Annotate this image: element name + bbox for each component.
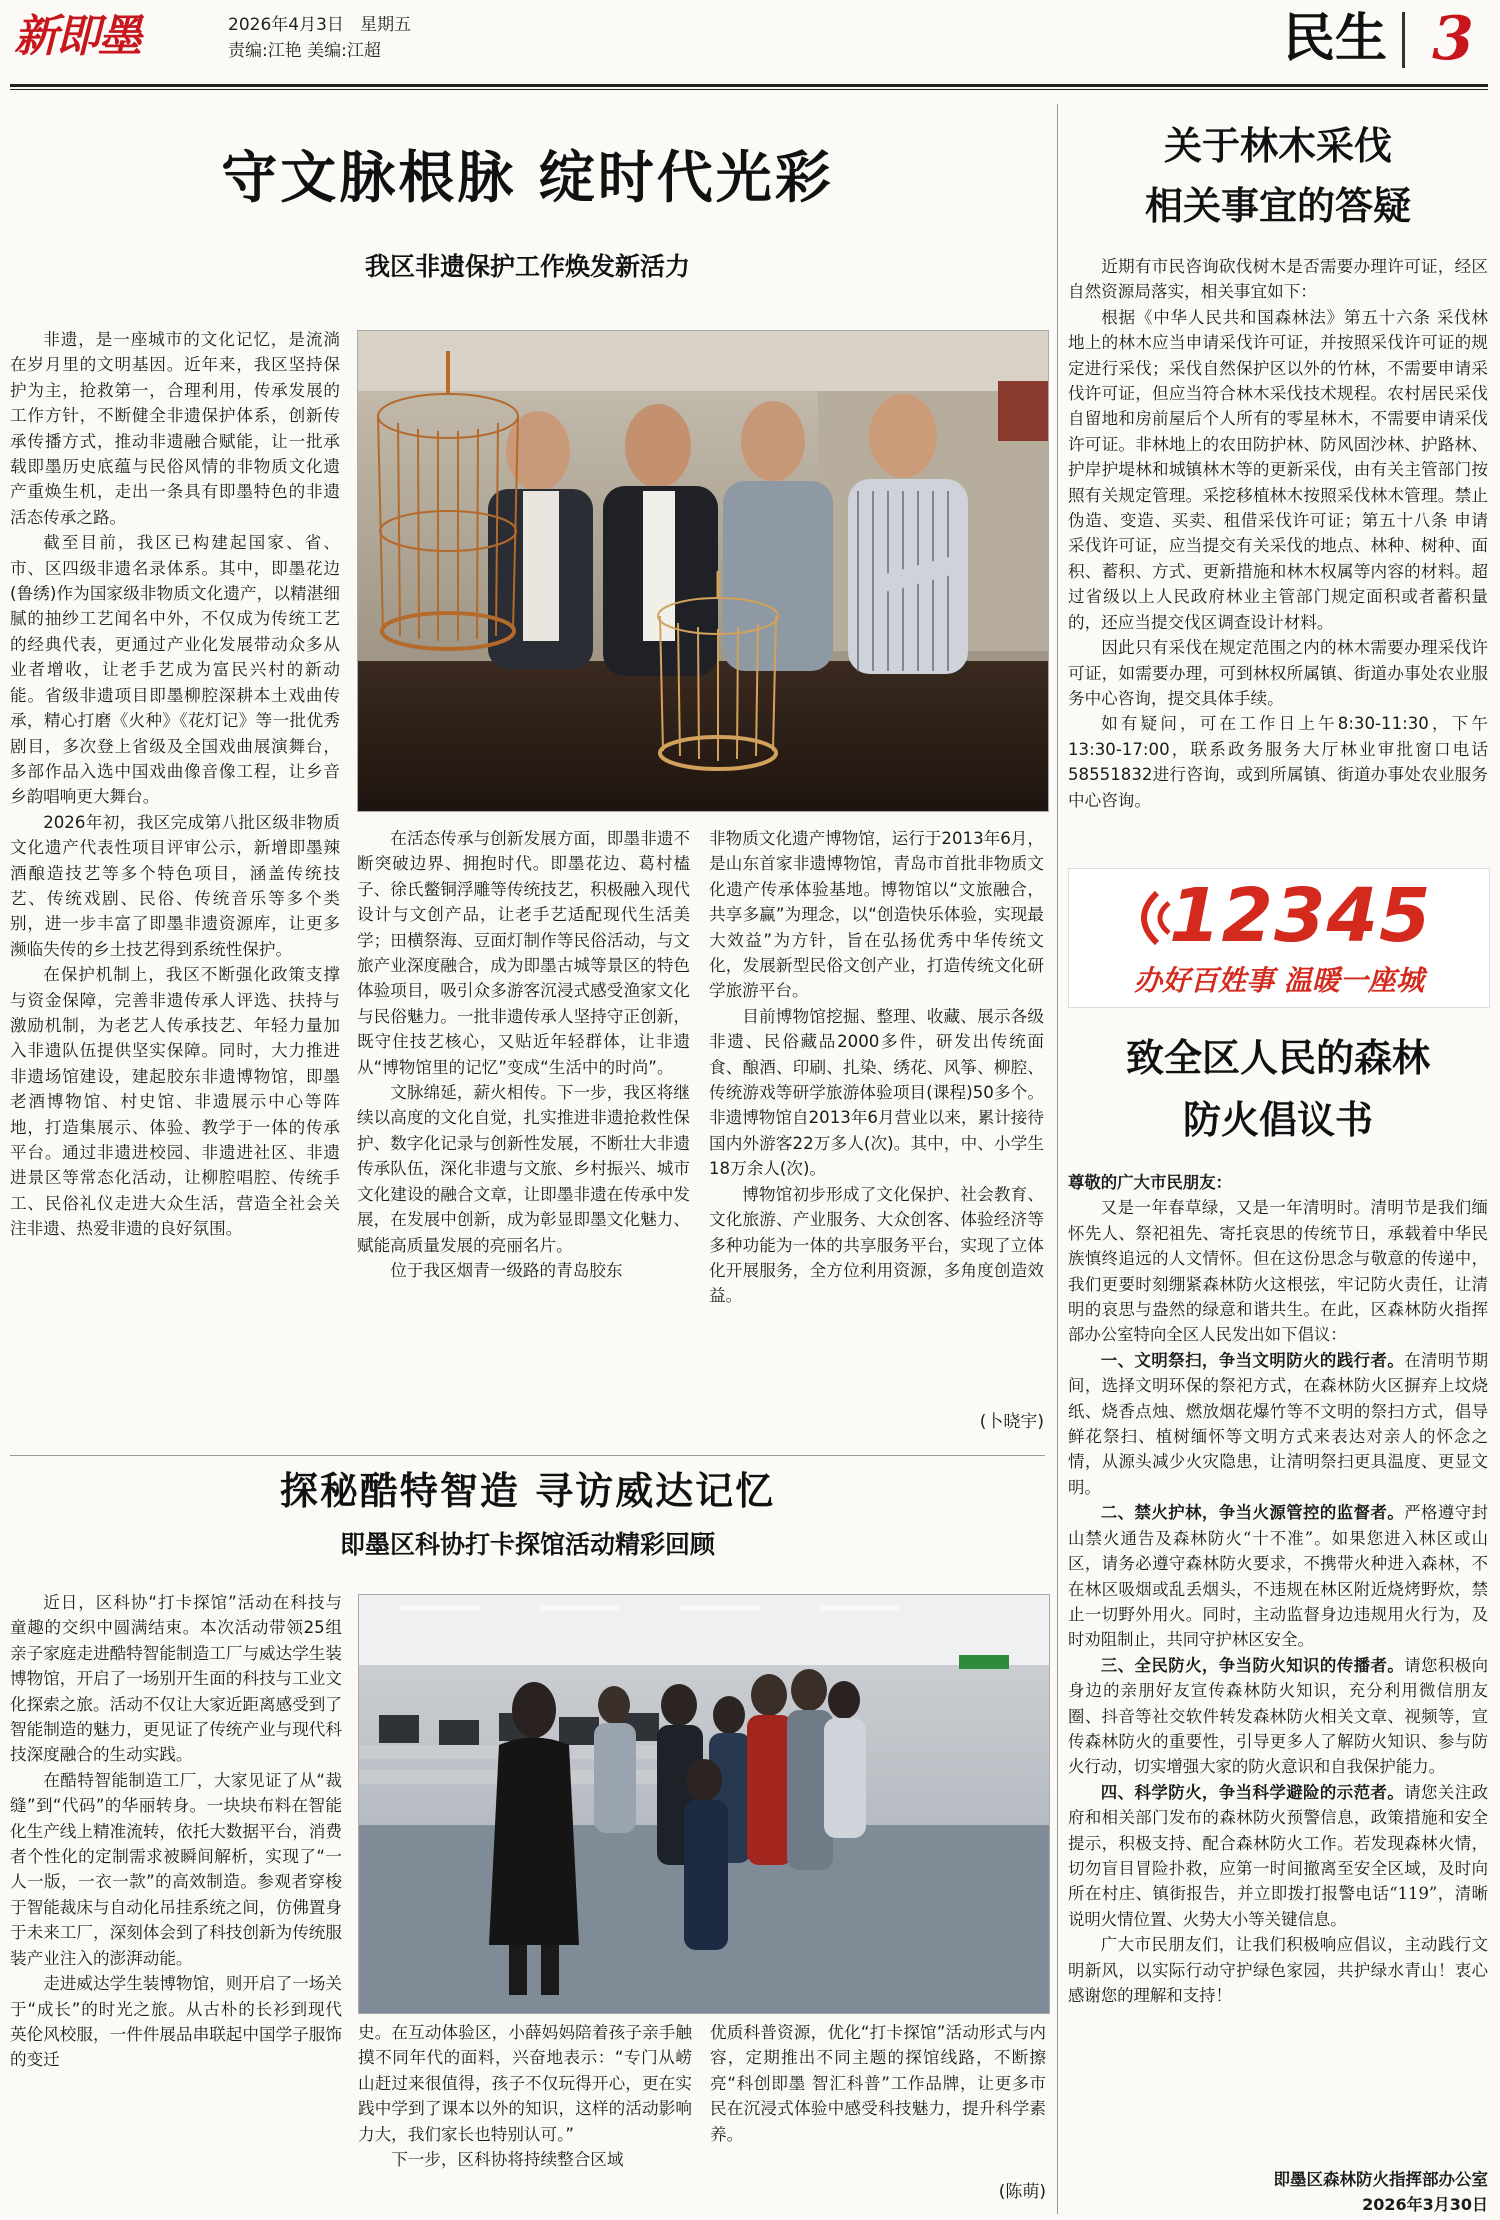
paragraph: 如有疑问，可在工作日上午8:30-11:30，下午13:30-17:00，联系政务服务大厅林业审批窗口电话58551832进行咨询，或到所属镇、街道办事处农业服务中心咨询。 xyxy=(1068,714,1488,810)
paragraph: 非物质文化遗产博物馆，运行于2013年6月，是山东首家非遗博物馆，青岛市首批非物质文化遗产传承体验基地。博物馆以“文旅融合，共享多赢”为理念，以“创造快乐体验，实现最大效益”为方针，旨在弘扬优秀中华传统文化，发展新型民俗文创产业，打造传统文化研学旅游平台。 xyxy=(709,829,1044,1001)
article-divider xyxy=(10,1455,1045,1456)
photo-illustration xyxy=(358,331,1048,811)
article1-column-3 xyxy=(709,826,1044,1404)
initiative-text: 请您关注政府和相关部门发布的森林防火预警信息，政策措施和安全提示，积极支持、配合森林防火工作。若发现森林火情，切勿盲目冒险扑救，应第一时间撤离至安全区域，及时向所在村庄、镇街报告，并立即拨打报警电话“119”，清晰说明火情位置、火势大小等关键信息。 xyxy=(1068,1782,1488,1929)
paragraph: 在保护机制上，我区不断强化政策支撑与资金保障，完善非遗传承人评选、扶持与激励机制，为老艺人传承技艺、年轻力量加入非遗队伍提供坚实保障。同时，大力推进非遗场馆建设，建起胶东非遗博物馆，即墨老酒博物馆、村史馆、非遗展示中心等阵地，打造集展示、体验、教学于一体的传承平台。通过非遗进校园、非遗进社区、非遗进景区等常态化活动，让柳腔唱腔、传统手工、民俗礼仪走进大众生活，营造全社会关注非遗、热爱非遗的良好氛围。 xyxy=(10,965,340,1239)
signal-icon xyxy=(1117,883,1177,953)
paragraph: 近期有市民咨询砍伐树木是否需要办理许可证，经区自然资源局落实，相关事宜如下： xyxy=(1068,257,1488,302)
hotline-banner xyxy=(1068,868,1490,1008)
article4-body xyxy=(1068,1170,1488,2170)
paragraph: 走进威达学生装博物馆，则开启了一场关于“成长”的时光之旅。从古朴的长衫到现代英伦风校服，一件件展品串联起中国学子服饰的变迁 xyxy=(10,1974,342,2070)
article4-title-line1: 致全区人民的森林 xyxy=(1125,1035,1430,1080)
paragraph: 在活态传承与创新发展方面，即墨非遗不断突破边界、拥抱时代。即墨花边、葛村榼子、徐氏鳖铜浮雕等传统技艺，积极融入现代设计与文创产品，让老手艺适配现代生活美学；田横祭海、豆面灯制作等民俗活动，与文旅产业深度融合，成为即墨古城等景区的特色体验项目，吸引众多游客沉浸式感受渔家文化与民俗魅力。一批非遗传承人坚持守正创新，既守住技艺核心，又贴近年轻群体，让非遗从“博物馆里的记忆”变成“生活中的时尚”。 xyxy=(357,829,690,1077)
paragraph: 目前博物馆挖掘、整理、收藏、展示各级非遗、民俗藏品2000多件，研发出传统面食、酿酒、印刷、扎染、绣花、风筝、柳腔、传统游戏等研学旅游体验项目(课程)50多个。非遗博物馆自2013年6月营业以来，累计接待国内外游客22万多人(次)。其中，中、小学生18万余人(次)。 xyxy=(709,1006,1044,1179)
paragraph: 位于我区烟青一级路的青岛胶东 xyxy=(390,1260,623,1280)
top-rule xyxy=(10,84,1488,87)
issue-date: 2026年4月3日 xyxy=(228,15,344,35)
paragraph: 文脉绵延，薪火相传。下一步，我区将继续以高度的文化自觉，扎实推进非遗抢救性保护、数字化记录与创新性发展，不断壮大非遗传承队伍，深化非遗与文旅、乡村振兴、城市文化建设的融合文章，让即墨非遗在传承中发展，在发展中创新，成为彰显即墨文化魅力、赋能高质量发展的亮丽名片。 xyxy=(357,1083,690,1255)
article2-title: 探秘酷特智造 寻访威达记忆 xyxy=(279,1468,776,1513)
article1-byline: (卜晓宇) xyxy=(979,1412,1044,1432)
article2-subtitle: 即墨区科协打卡探馆活动精彩回顾 xyxy=(339,1530,715,1559)
hotline-number: 12345 xyxy=(1169,873,1432,959)
paragraph: 非遗，是一座城市的文化记忆，是流淌在岁月里的文明基因。近年来，我区坚持保护为主，抢救第一，合理利用，传承发展的工作方针，不断健全非遗保护体系，创新传承传播方式，推动非遗融合赋能，让一批承载即墨历史底蕴与民俗风情的非物质文化遗产重焕生机，走出一条具有即墨特色的非遗活态传承之路。 xyxy=(10,330,340,527)
initiative-heading: 四、科学防火，争当科学避险的示范者。 xyxy=(1100,1782,1405,1802)
article3-body xyxy=(1068,254,1488,854)
page-number: 3 xyxy=(1432,4,1474,74)
initiative-heading: 二、禁火护林，争当火源管控的监督者。 xyxy=(1100,1503,1405,1523)
initiative-text: 严格遵守封山禁火通告及森林防火“十不准”。如果您进入林区或山区，请务必遵守森林防火要求，不携带火种进入森林，不在林区吸烟或乱丢烟头，不违规在林区附近烧烤野炊，禁止一切野外用火。同时，主动监督身边违规用火行为，及时劝阻制止，共同守护林区安全。 xyxy=(1068,1503,1488,1650)
salutation: 尊敬的广大市民朋友： xyxy=(1068,1173,1232,1192)
top-rule-thin xyxy=(10,89,1488,90)
article4-title-line2: 防火倡议书 xyxy=(1182,1097,1373,1142)
initiative-item xyxy=(1068,1780,1488,1932)
birdcage-inspection-photo xyxy=(357,330,1049,812)
article4-signature: 即墨区森林防火指挥部办公室 xyxy=(1273,2170,1488,2189)
paragraph: 截至目前，我区已构建起国家、省、市、区四级非遗名录体系。其中，即墨花边(鲁绣)作为国家级非物质文化遗产，以精湛细腻的抽纱工艺闻名中外，不仅成为传统工艺的经典代表，更通过产业化发展带动众多从业者增收，让老手艺成为富民兴村的新动能。省级非遗项目即墨柳腔深耕本土戏曲传承，精心打磨《火种》《花灯记》等一批优秀剧目，多次登上省级及全国戏曲展演舞台，多部作品入选中国戏曲像音像工程，让乡音乡韵唱响更大舞台。 xyxy=(10,533,340,807)
paragraph: 博物馆初步形成了文化保护、社会教育、文化旅游、产业服务、大众创客、体验经济等多种功能为一体的共享服务平台，实现了立体化开展服务，全方位利用资源，多角度创造效益。 xyxy=(709,1184,1044,1306)
masthead-info xyxy=(228,12,411,64)
masthead-divider xyxy=(1402,12,1405,68)
article1-column-2 xyxy=(357,826,690,1446)
initiative-heading: 一、文明祭扫，争当文明防火的践行者。 xyxy=(1100,1350,1405,1370)
article3-title-line1: 关于林木采伐 xyxy=(1163,123,1392,168)
paragraph: 2026年初，我区完成第八批区级非物质文化遗产代表性项目评审公示，新增即墨辣酒酿造技艺等多个特色项目，涵盖传统技艺、传统戏剧、民俗、传统音乐等多个类别，进一步丰富了即墨非遗资源库，让更多濒临失传的乡土技艺得到系统性保护。 xyxy=(10,812,340,959)
newspaper-logo: 新即墨 xyxy=(14,11,140,62)
article2-column-3 xyxy=(710,2020,1046,2170)
initiative-item xyxy=(1068,1348,1488,1500)
museum-visit-photo xyxy=(358,1594,1050,2014)
photo-illustration xyxy=(359,1595,1049,2013)
paragraph: 在酷特智能制造工厂，大家见证了从“裁缝”到“代码”的华丽转身。一块块布料在智能化生产线上精准流转，依托大数据平台，消费者个性化的定制需求被瞬间解析，实现了“一人一版，一衣一款”的高效制造。参观者穿梭于智能裁床与自动化吊挂系统之间，仿佛置身于未来工厂，深刻体会到了科技创新为传统服装产业注入的澎湃动能。 xyxy=(10,1770,342,1968)
initiative-heading: 三、全民防火，争当防火知识的传播者。 xyxy=(1100,1655,1405,1675)
article2-byline: (陈萌) xyxy=(998,2182,1046,2202)
paragraph: 根据《中华人民共和国森林法》第五十六条 采伐林地上的林木应当申请采伐许可证，并按照采伐许可证的规定进行采伐；采伐自然保护区以外的竹林，不需要申请采伐许可证，但应当符合林木采伐技术规程。农村居民采伐自留地和房前屋后个人所有的零星林木，不需要申请采伐许可证。非林地上的农田防护林、防风固沙林、护路林、护岸护堤林和城镇林木等的更新采伐，由有关主管部门按照有关规定管理。采挖移植林木按照采伐林木管理。禁止伪造、变造、买卖、租借采伐许可证；第五十八条 申请采伐许可证，应当提交有关采伐的地点、林种、树种、面积、蓄积、方式、更新措施和林木权属等内容的材料。超过省级以上人民政府林业主管部门规定面积或者蓄积量的，还应当提交伐区调查设计材料。 xyxy=(1068,307,1488,632)
editors-line: 责编:江艳 美编:江超 xyxy=(228,41,381,61)
initiative-text: 在清明节期间，选择文明环保的祭祀方式，在森林防火区摒弃上坟烧纸、烧香点烛、燃放烟花爆竹等不文明的祭扫方式，倡导鲜花祭扫、植树缅怀等文明方式来表达对亲人的怀念之情，从源头减少火灾隐患，让清明祭扫更具温度、更显文明。 xyxy=(1068,1350,1488,1497)
article1-column-1 xyxy=(10,327,340,1449)
section-name: 民生 xyxy=(1282,8,1387,69)
hotline-slogan: 办好百姓事 温暖一座城 xyxy=(1134,964,1424,997)
article1-title: 守文脉根脉 绽时代光彩 xyxy=(221,145,834,211)
article2-column-2 xyxy=(358,2020,692,2214)
paragraph: 史。在互动体验区，小薛妈妈陪着孩子亲手触摸不同年代的面料，兴奋地表示：“专门从崂山赶过来很值得，孩子不仅玩得开心，更在实践中学到了课本以外的知识，这样的活动影响力大，我们家长也特别认可。” xyxy=(358,2023,692,2144)
paragraph: 广大市民朋友们，让我们积极响应倡议，主动践行文明新风，以实际行动守护绿色家园，共护绿水青山！衷心感谢您的理解和支持！ xyxy=(1068,1935,1488,2005)
article3-title-line2: 相关事宜的答疑 xyxy=(1144,183,1411,228)
article4-date: 2026年3月30日 xyxy=(1362,2195,1488,2214)
article2-column-1 xyxy=(10,1590,342,2214)
column-divider xyxy=(1057,104,1058,2214)
paragraph: 优质科普资源，优化“打卡探馆”活动形式与内容，定期推出不同主题的探馆线路，不断擦亮“科创即墨 智汇科普”工作品牌，让更多市民在沉浸式体验中感受科技魅力，提升科学素养。 xyxy=(710,2023,1046,2144)
paragraph: 又是一年春草绿，又是一年清明时。清明节是我们缅怀先人、祭祀祖先、寄托哀思的传统节日，承载着中华民族慎终追远的人文情怀。但在这份思念与敬意的传递中，我们更要时刻绷紧森林防火这根弦，牢记防火责任，让清明的哀思与盎然的绿意和谐共生。在此，区森林防火指挥部办公室特向全区人民发出如下倡议： xyxy=(1068,1198,1488,1345)
paragraph: 近日，区科协“打卡探馆”活动在科技与童趣的交织中圆满结束。本次活动带领25组亲子家庭走进酷特智能制造工厂与威达学生装博物馆，开启了一场别开生面的科技与工业文化探索之旅。活动不仅让大家近距离感受到了智能制造的魅力，更见证了传统产业与现代科技深度融合的生动实践。 xyxy=(10,1593,342,1765)
initiative-item xyxy=(1068,1500,1488,1652)
article1-subtitle: 我区非遗保护工作焕发新活力 xyxy=(364,252,690,281)
paragraph: 下一步，区科协将持续整合区域 xyxy=(391,2150,624,2170)
initiative-item xyxy=(1068,1653,1488,1780)
initiative-text: 请您积极向身边的亲朋好友宣传森林防火知识，充分利用微信朋友圈、抖音等社交软件转发森林防火相关文章、视频等，宣传森林防火的重要性，引导更多人了解防火知识、参与防火行动，切实增强大家的防火意识和自我保护能力。 xyxy=(1068,1655,1488,1777)
paragraph: 因此只有采伐在规定范围之内的林木需要办理采伐许可证，如需要办理，可到林权所属镇、街道办事处农业服务中心咨询，提交具体手续。 xyxy=(1068,638,1488,708)
issue-weekday: 星期五 xyxy=(360,15,412,35)
